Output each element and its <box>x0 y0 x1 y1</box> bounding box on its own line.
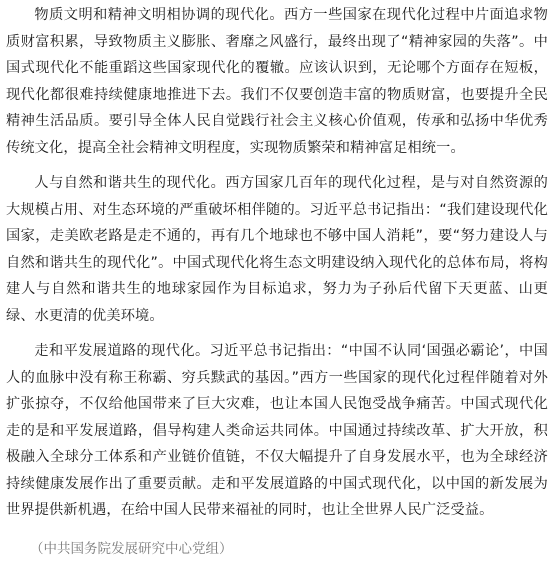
article-page <box>0 2 554 588</box>
article-paragraph-material-spiritual: 物质文明和精神文明相协调的现代化。西方一些国家在现代化过程中片面追求物质财富积累，导致物质主义膨胀、奢靡之风盛行，最终出现了“精神家园的失落”。中国式现代化不能重蹈这些国家现代化的覆辙。应该认识到，无论哪个方面存在短板，现代化都很难持续健康地推进下去。我们不仅要创造丰富的物质财富，也要提升全民精神生活品质。要引导全体人民自觉践行社会主义核心价值观，传承和弘扬中华优秀传统文化，提高全社会精神文明程度，实现物质繁荣和精神富足相统一。 <box>6 7 548 156</box>
article-paragraph-harmony-nature: 人与自然和谐共生的现代化。西方国家几百年的现代化过程，是与对自然资源的大规模占用、对生态环境的严重破坏相伴随的。习近平总书记指出：“我们建设现代化国家，走美欧老路是走不通的，再有几个地球也不够中国人消耗”，要“努力建设人与自然和谐共生的现代化”。中国式现代化将生态文明建设纳入现代化的总体布局，将构建人与自然和谐共生的地球家园作为目标追求，努力为子孙后代留下天更蓝、山更绿、水更清的优美环境。 <box>6 175 548 324</box>
article-paragraph-peaceful-development: 走和平发展道路的现代化。习近平总书记指出：“中国不认同‘国强必霸论’，中国人的血脉中没有称王称霸、穷兵黩武的基因。”西方一些国家的现代化过程伴随着对外扩张掠夺，不仅给他国带来了巨大灾难，也让本国人民饱受战争痛苦。中国式现代化走的是和平发展道路，倡导构建人类命运共同体。中国通过持续改革、扩大开放，积极融入全球分工体系和产业链价值链，不仅大幅提升了自身发展水平，也为全球经济持续健康发展作出了重要贡献。走和平发展道路的中国式现代化，以中国的新发展为世界提供新机遇，在给中国人民带来福祉的同时，也让全世界人民广泛受益。 <box>6 343 548 518</box>
article-source: （中共国务院发展研究中心党组） <box>30 540 233 557</box>
